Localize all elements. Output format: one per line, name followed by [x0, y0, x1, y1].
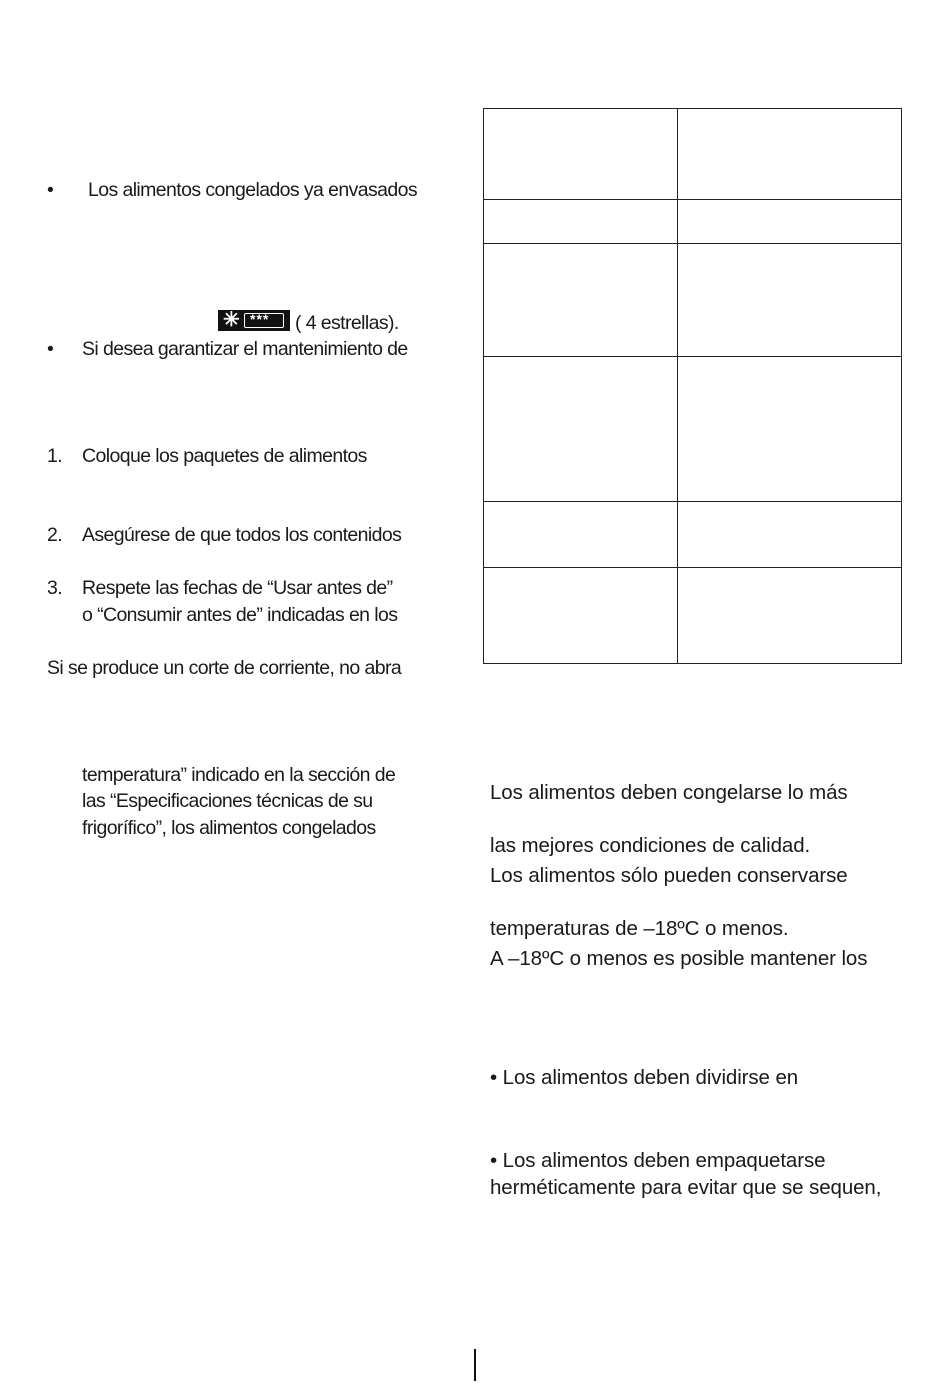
freezing-paragraph-line2: las mejores condiciones de calidad. [490, 834, 811, 857]
table-row-divider [483, 501, 902, 502]
bullet-marker: • [47, 179, 54, 201]
continuation-line1: temperatura” indicado en la sección de [82, 764, 396, 786]
four-stars-note: ( 4 estrellas). [295, 312, 399, 334]
table-row-divider [483, 243, 902, 244]
step-text-dates-line2: o “Consumir antes de” indicadas en los [82, 604, 398, 626]
bullet-text-package-line1: • Los alimentos deben empaquetarse [490, 1149, 826, 1172]
freezing-paragraph-line1: Los alimentos deben congelarse lo más [490, 781, 848, 804]
step-text-place-packages: Coloque los paquetes de alimentos [82, 445, 367, 467]
step-number: 3. [47, 577, 63, 599]
bullet-text-package-line2: herméticamente para evitar que se sequen, [490, 1176, 882, 1199]
table-column-divider [677, 108, 678, 664]
stars-box-icon: *** [244, 313, 284, 328]
storage-table [483, 108, 902, 664]
four-star-freezer-icon [218, 310, 290, 331]
table-row-divider [483, 199, 902, 200]
table-row-divider [483, 567, 902, 568]
power-cut-text: Si se produce un corte de corriente, no abra [47, 657, 402, 679]
bullet-text-divide: • Los alimentos deben dividirse en [490, 1066, 799, 1089]
step-text-contents: Asegúrese de que todos los contenidos [82, 524, 402, 546]
snowflake-icon: ✳ [223, 309, 240, 331]
page-number-divider [474, 1349, 476, 1381]
continuation-line2: las “Especificaciones técnicas de su [82, 790, 373, 812]
bullet-text-frozen-packaged: Los alimentos congelados ya envasados [88, 179, 418, 201]
step-text-dates-line1: Respete las fechas de “Usar antes de” [82, 577, 393, 599]
step-number: 1. [47, 445, 63, 467]
step-number: 2. [47, 524, 63, 546]
bullet-text-guarantee: Si desea garantizar el mantenimiento de [82, 338, 408, 360]
freezing-paragraph-line4: temperaturas de –18ºC o menos. [490, 917, 789, 940]
freezing-paragraph-line3: Los alimentos sólo pueden conservarse [490, 864, 848, 887]
freezing-paragraph-line5: A –18ºC o menos es posible mantener los [490, 947, 868, 970]
bullet-marker: • [47, 338, 54, 360]
continuation-line3: frigorífico”, los alimentos congelados [82, 817, 376, 839]
table-row-divider [483, 356, 902, 357]
